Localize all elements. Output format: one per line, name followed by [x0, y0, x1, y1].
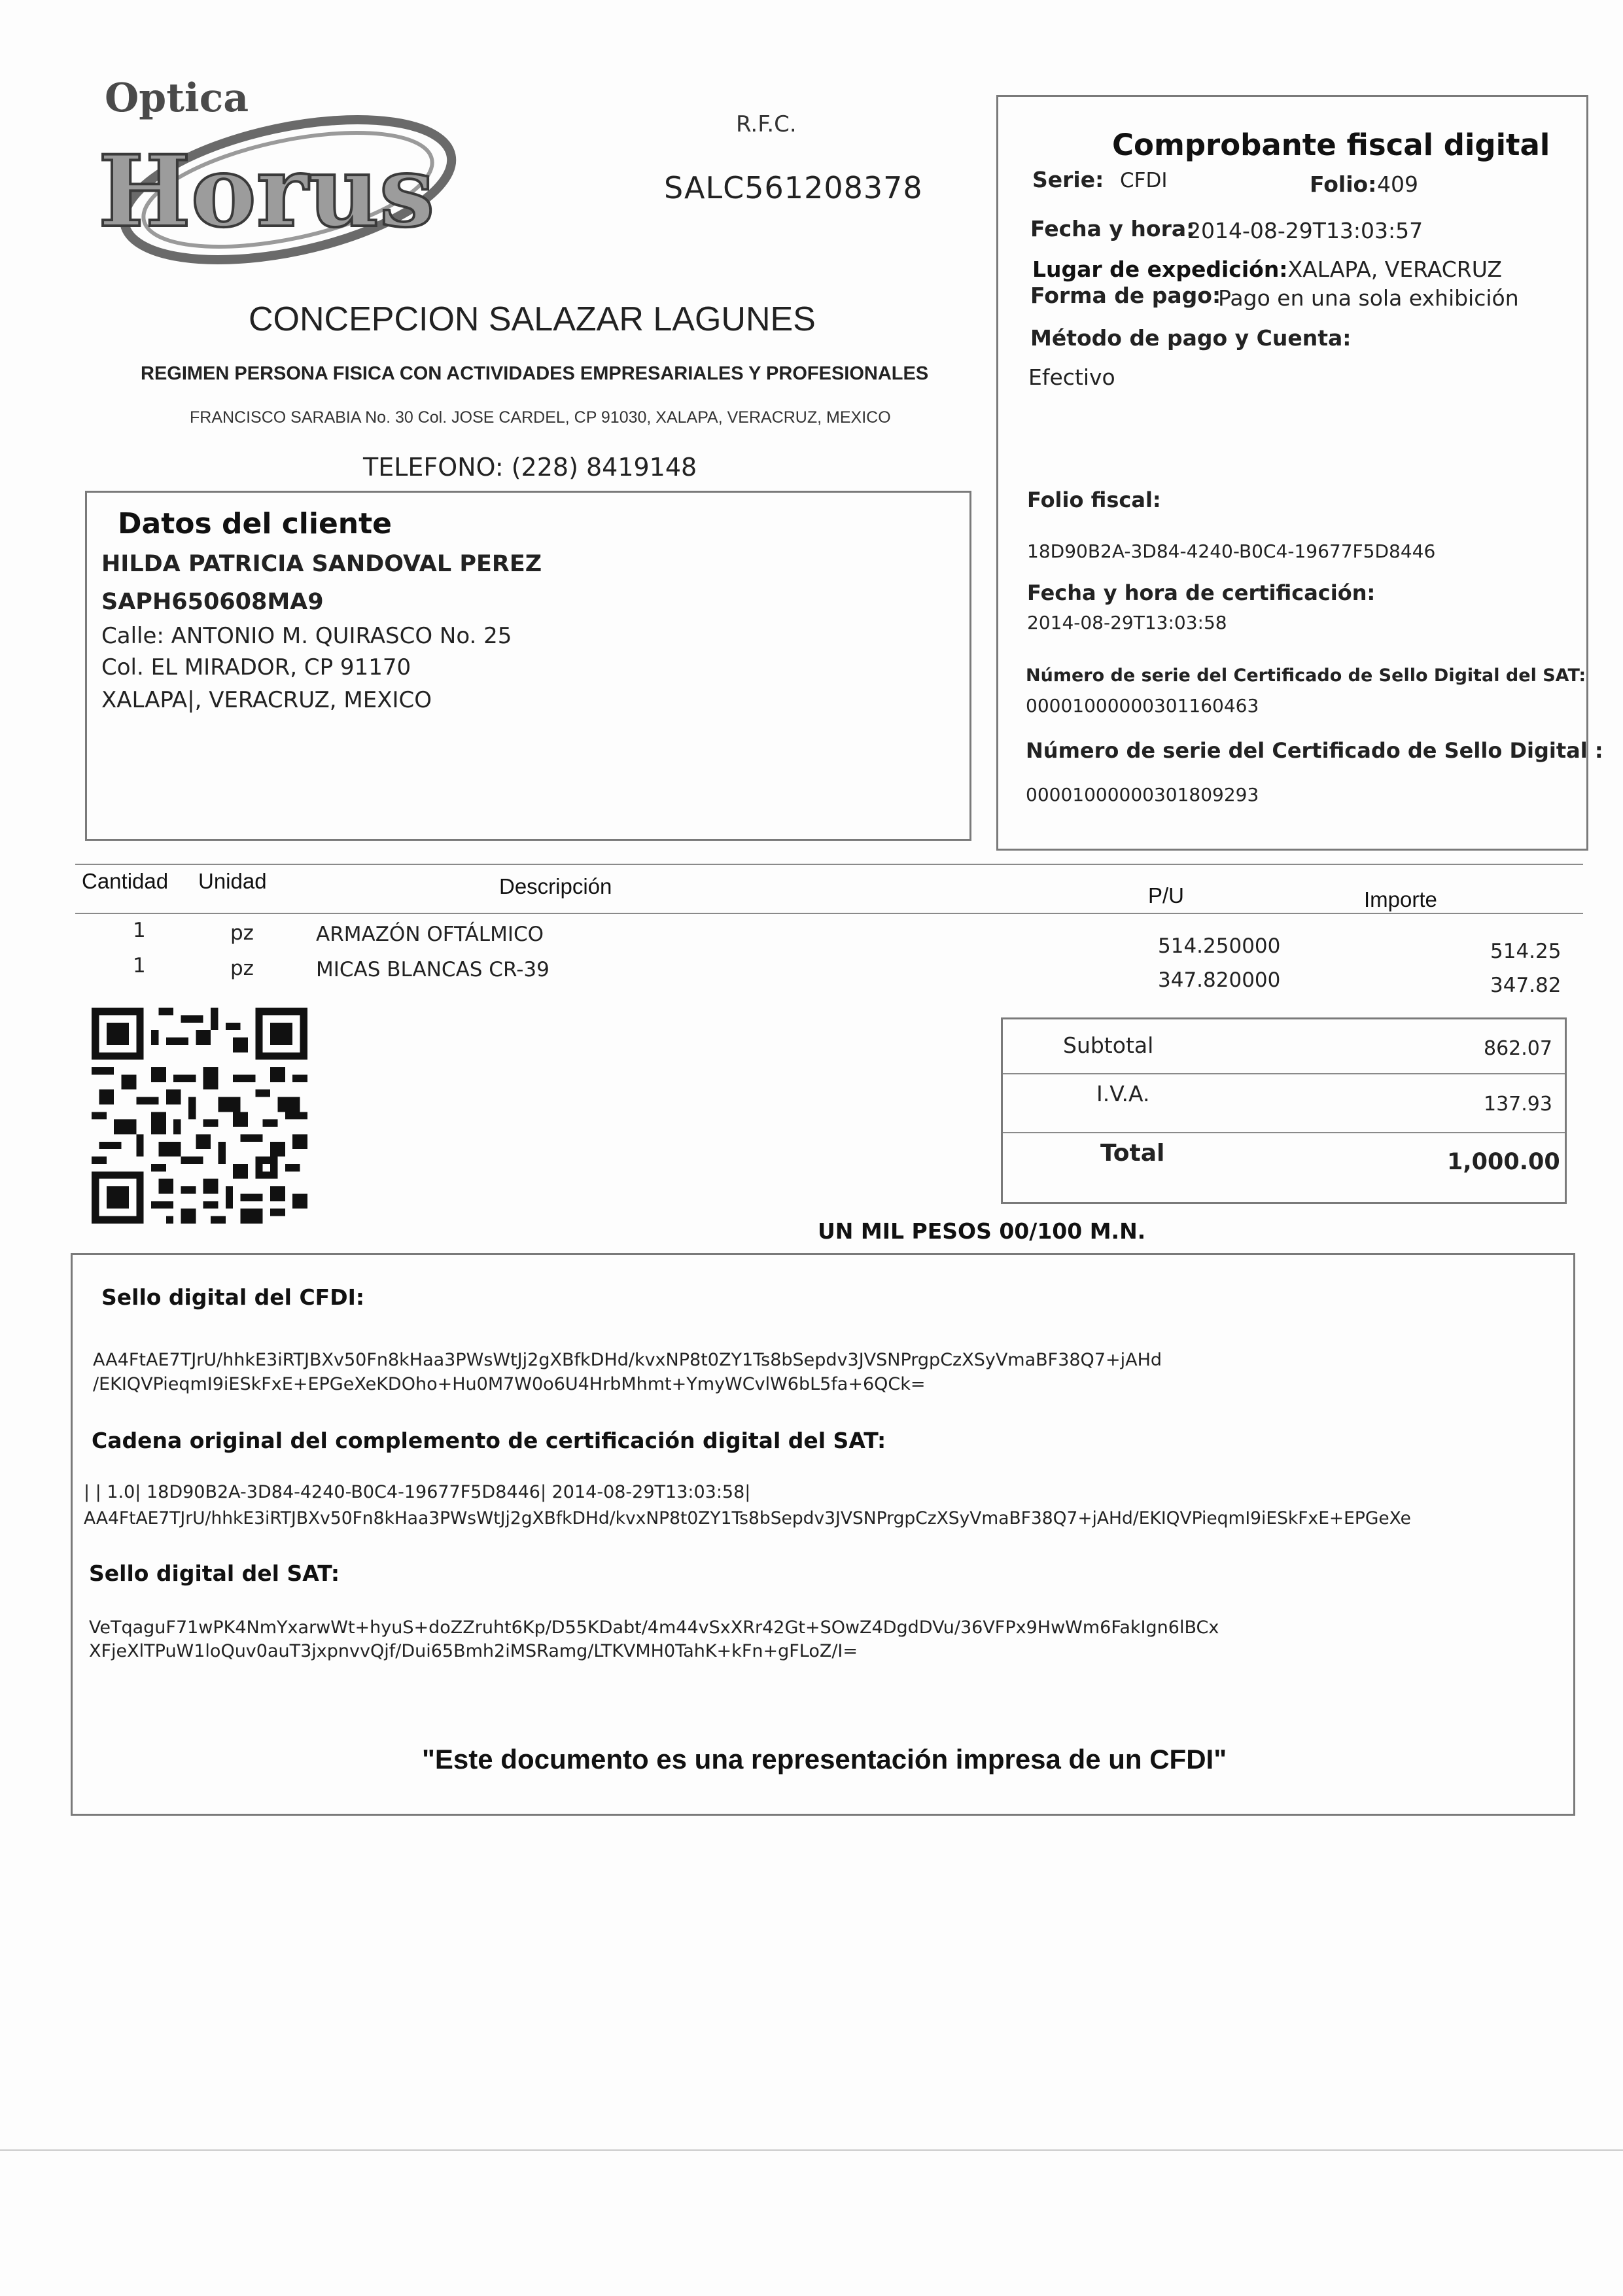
row-unidad: pz	[230, 921, 254, 945]
sat-seal-label: Sello digital del SAT:	[89, 1561, 340, 1586]
folio-value: 409	[1377, 171, 1418, 197]
client-street: Calle: ANTONIO M. QUIRASCO No. 25	[101, 623, 512, 649]
row-descripcion: MICAS BLANCAS CR-39	[316, 958, 550, 981]
cfdi-seal-label: Sello digital del CFDI:	[101, 1284, 365, 1310]
cfdi-disclaimer: "Este documento es una representación impresa de un CFDI"	[422, 1744, 1227, 1775]
row-pu: 347.820000	[1158, 968, 1281, 992]
logo-horus-text: Horus	[98, 134, 435, 249]
subtotal-label: Subtotal	[1063, 1033, 1154, 1058]
cadena-line-1: | | 1.0| 18D90B2A-3D84-4240-B0C4-19677F5D8446| 2014-08-29T13:03:58|	[84, 1482, 751, 1502]
fecha-value: 2014-08-29T13:03:57	[1187, 218, 1423, 243]
cert-fecha-value: 2014-08-29T13:03:58	[1027, 612, 1227, 633]
cadena-label: Cadena original del complemento de certificación digital del SAT:	[92, 1428, 886, 1453]
company-logo	[92, 75, 464, 285]
metodo-label: Método de pago y Cuenta:	[1030, 325, 1352, 351]
totals-rule-2	[1003, 1132, 1565, 1133]
col-cantidad: Cantidad	[82, 869, 169, 893]
row-cantidad: 1	[133, 919, 146, 942]
col-importe: Importe	[1364, 887, 1437, 911]
col-descripcion: Descripción	[499, 874, 612, 898]
row-importe: 347.82	[1490, 974, 1562, 997]
cadena-line-2: AA4FtAE7TJrU/hhkE3iRTJBXv50Fn8kHaa3PWsWtJj2gXBfkDHd/kvxNP8t0ZY1Ts8bSepdv3JVSNPrgpCzXSyVmaBF38Q7+jAHd/EKIQVPieqmI9iESkFxE+EPGeXe	[84, 1508, 1411, 1528]
amount-in-words: UN MIL PESOS 00/100 M.N.	[818, 1218, 1146, 1244]
table-top-rule	[75, 864, 1583, 865]
cert-value: 00001000000301809293	[1026, 784, 1259, 805]
subtotal-value: 862.07	[1484, 1037, 1552, 1060]
table-header-rule	[75, 913, 1583, 914]
row-pu: 514.250000	[1158, 934, 1281, 958]
row-cantidad: 1	[133, 954, 146, 978]
total-value: 1,000.00	[1447, 1149, 1560, 1175]
client-colony: Col. EL MIRADOR, CP 91170	[101, 654, 411, 680]
qr-code	[92, 1008, 307, 1224]
client-city: XALAPA|, VERACRUZ, MEXICO	[101, 687, 432, 713]
lugar-label: Lugar de expedición:	[1032, 256, 1288, 282]
total-label: Total	[1100, 1140, 1165, 1167]
lugar-value: XALAPA, VERACRUZ	[1287, 256, 1502, 282]
iva-label: I.V.A.	[1096, 1081, 1150, 1106]
sat-cert-value: 00001000000301160463	[1026, 695, 1259, 716]
totals-rule-1	[1003, 1073, 1565, 1074]
lugar-expedicion	[1032, 256, 1502, 282]
sat-seal-line-2: XFjeXlTPuW1loQuv0auT3jxpnvvQjf/Dui65Bmh2iMSRamg/LTKVMH0TahK+kFn+gFLoZ/I=	[89, 1641, 858, 1661]
cfdi-seal-line-2: /EKIQVPieqmI9iESkFxE+EPGeXeKDOho+Hu0M7W0o6U4HrbMhmt+YmyWCvlW6bL5fa+6QCk=	[93, 1374, 926, 1394]
forma-value: Pago en una sola exhibición	[1218, 285, 1519, 311]
rfc-label: R.F.C.	[736, 111, 797, 137]
cert-fecha-label: Fecha y hora de certificación:	[1027, 580, 1376, 605]
client-title: Datos del cliente	[118, 507, 393, 540]
cert-label: Número de serie del Certificado de Sello Digital :	[1026, 738, 1603, 763]
sat-cert-label: Número de serie del Certificado de Sello Digital del SAT:	[1026, 665, 1586, 686]
row-descripcion: ARMAZÓN OFTÁLMICO	[316, 923, 544, 946]
cfd-info-box	[996, 95, 1588, 851]
folio-fiscal-value: 18D90B2A-3D84-4240-B0C4-19677F5D8446	[1027, 540, 1436, 562]
issuer-name: CONCEPCION SALAZAR LAGUNES	[249, 300, 816, 338]
cfd-title: Comprobante fiscal digital	[1112, 128, 1550, 162]
qr-code-graphic	[92, 1008, 307, 1224]
issuer-address: FRANCISCO SARABIA No. 30 Col. JOSE CARDEL, CP 91030, XALAPA, VERACRUZ, MEXICO	[190, 408, 891, 427]
col-pu: P/U	[1148, 883, 1185, 908]
row-importe: 514.25	[1490, 940, 1562, 963]
seals-box	[71, 1253, 1575, 1816]
col-unidad: Unidad	[198, 869, 267, 893]
issuer-rfc: SALC561208378	[664, 170, 923, 205]
client-name: HILDA PATRICIA SANDOVAL PEREZ	[101, 551, 542, 577]
iva-value: 137.93	[1484, 1093, 1552, 1116]
metodo-value: Efectivo	[1028, 364, 1115, 390]
folio-label: Folio:	[1310, 171, 1377, 197]
issuer-phone: TELEFONO: (228) 8419148	[363, 453, 697, 482]
folio-fiscal-label: Folio fiscal:	[1027, 487, 1161, 512]
cfdi-seal-line-1: AA4FtAE7TJrU/hhkE3iRTJBXv50Fn8kHaa3PWsWtJj2gXBfkDHd/kvxNP8t0ZY1Ts8bSepdv3JVSNPrgpCzXSyVmaBF38Q7+jAHd	[93, 1350, 1162, 1370]
client-rfc: SAPH650608MA9	[101, 589, 324, 615]
logo-horus-graphic	[92, 111, 464, 285]
fecha-label: Fecha y hora:	[1030, 216, 1195, 241]
logo-optica-text: Optica	[105, 75, 249, 121]
row-unidad: pz	[230, 957, 254, 980]
forma-label: Forma de pago:	[1030, 283, 1221, 308]
sat-seal-line-1: VeTqaguF71wPK4NmYxarwWt+hyuS+doZZruht6Kp/D55KDabt/4m44vSxXRr42Gt+SOwZ4DgdDVu/36VFPx9HwWm6FakIgn6lBCx	[89, 1617, 1219, 1638]
issuer-regime: REGIMEN PERSONA FISICA CON ACTIVIDADES EMPRESARIALES Y PROFESIONALES	[141, 363, 929, 384]
serie-value: CFDI	[1120, 169, 1168, 192]
page-bottom-rule	[0, 2149, 1623, 2151]
serie-label: Serie:	[1032, 167, 1104, 192]
